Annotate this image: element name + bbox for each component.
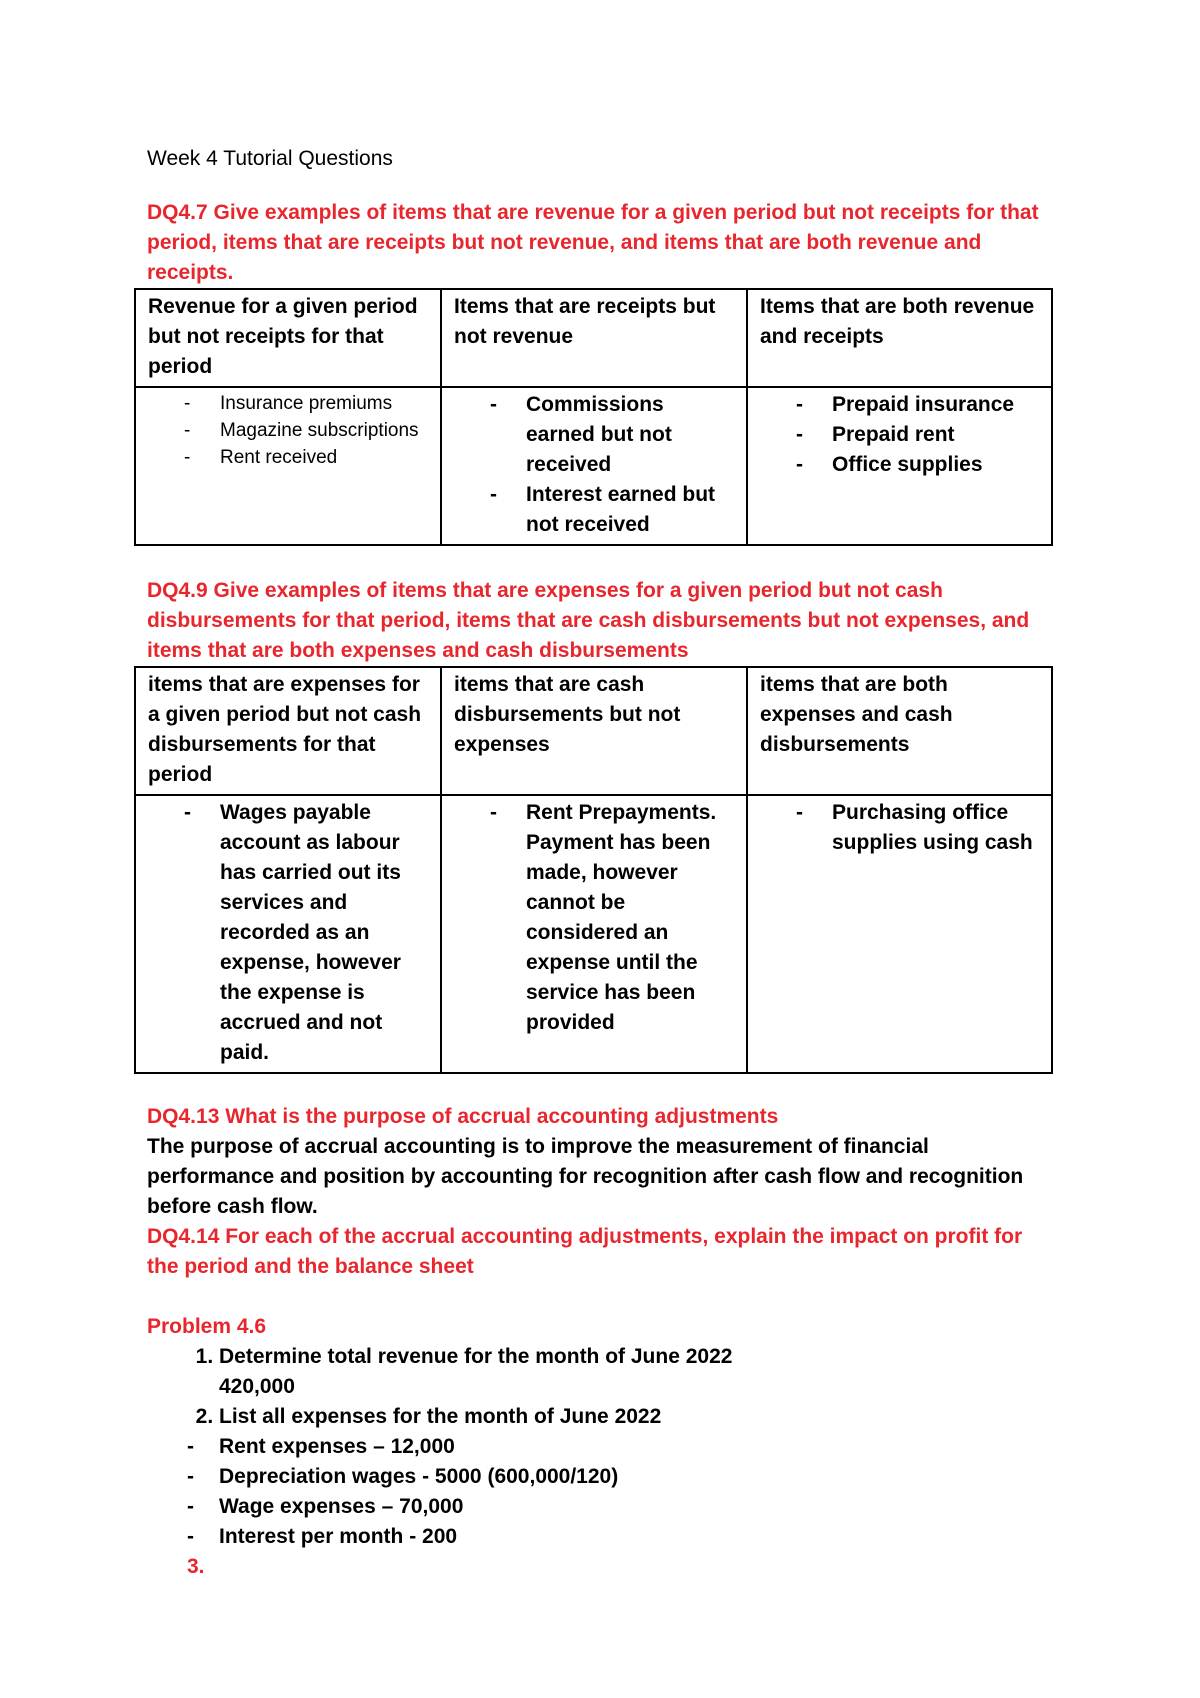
dq49-cell bbox=[441, 795, 747, 1073]
dq414-question: DQ4.14 For each of the accrual accounting adjustments, explain the impact on profit for the period and the balance sheet bbox=[147, 1225, 1023, 1278]
dq47-list bbox=[148, 390, 430, 471]
document-title: Week 4 Tutorial Questions bbox=[147, 147, 393, 170]
list-item: - Interest earned but not received bbox=[490, 480, 736, 540]
dq413-answer: The purpose of accrual accounting is to improve the measurement of financial performance and position by accounting for recognition after cash flow and recognition before cash flow. bbox=[147, 1135, 1024, 1218]
problem-item-text: List all expenses for the month of June 2022 bbox=[219, 1405, 662, 1428]
list-item: - Interest per month - 200 bbox=[187, 1522, 1057, 1552]
dq47-question: DQ4.7 Give examples of items that are revenue for a given period but not receipts for that period, items that are receipts but not revenue, and items that are both revenue and receipts. bbox=[147, 201, 1039, 284]
expense-list bbox=[147, 1432, 1057, 1552]
document-content bbox=[147, 144, 1057, 1582]
problem-heading: Problem 4.6 bbox=[147, 1315, 267, 1338]
problem-list bbox=[147, 1342, 1057, 1432]
dq49-header-cell: items that are both expenses and cash disbursements bbox=[747, 667, 1052, 795]
dq49-table bbox=[134, 666, 1053, 1074]
list-item: - Office supplies bbox=[796, 450, 1041, 480]
list-item: - Insurance premiums bbox=[184, 390, 430, 417]
dq49-list bbox=[454, 798, 736, 1038]
problem-item bbox=[219, 1342, 1057, 1402]
list-item: - Prepaid insurance bbox=[796, 390, 1041, 420]
dq47-header-cell: Items that are receipts but not revenue bbox=[441, 289, 747, 387]
dq47-list bbox=[760, 390, 1041, 480]
list-item: - Rent Prepayments. Payment has been made, however cannot be considered an expense until the service has been provided bbox=[490, 798, 736, 1038]
list-item: - Prepaid rent bbox=[796, 420, 1041, 450]
dq47-table bbox=[134, 288, 1053, 546]
dq47-header-cell: Revenue for a given period but not receipts for that period bbox=[135, 289, 441, 387]
dq47-cell bbox=[135, 387, 441, 545]
dq49-header-cell: items that are expenses for a given period but not cash disbursements for that period bbox=[135, 667, 441, 795]
dq47-list bbox=[454, 390, 736, 540]
list-item: - Rent expenses – 12,000 bbox=[187, 1432, 1057, 1462]
dq49-list bbox=[760, 798, 1041, 858]
list-item: - Magazine subscriptions bbox=[184, 417, 430, 444]
list-item: - Commissions earned but not received bbox=[490, 390, 736, 480]
dq47-cell bbox=[747, 387, 1052, 545]
problem-item-value: 420,000 bbox=[219, 1375, 295, 1398]
dq47-body-row bbox=[135, 387, 1052, 545]
dq49-header-row bbox=[135, 667, 1052, 795]
dq47-header-row bbox=[135, 289, 1052, 387]
list-item: - Wage expenses – 70,000 bbox=[187, 1492, 1057, 1522]
dq47-cell bbox=[441, 387, 747, 545]
list-item: - Purchasing office supplies using cash bbox=[796, 798, 1041, 858]
list-item: - Rent received bbox=[184, 444, 430, 471]
dq49-cell bbox=[747, 795, 1052, 1073]
dq47-header-cell: Items that are both revenue and receipts bbox=[747, 289, 1052, 387]
dq49-question: DQ4.9 Give examples of items that are expenses for a given period but not cash disbursements for that period, items that are cash disbursements but not expenses, and items that are both expenses and cash disbursements bbox=[147, 579, 1030, 662]
dq49-body-row bbox=[135, 795, 1052, 1073]
list-item: - Depreciation wages - 5000 (600,000/120) bbox=[187, 1462, 1057, 1492]
dq49-header-cell: items that are cash disbursements but not expenses bbox=[441, 667, 747, 795]
dq49-cell bbox=[135, 795, 441, 1073]
problem-item-3-marker: 3. bbox=[187, 1555, 205, 1578]
problem-item-text: Determine total revenue for the month of June 2022 bbox=[219, 1345, 733, 1368]
dq49-list bbox=[148, 798, 430, 1068]
list-item: - Wages payable account as labour has carried out its services and recorded as an expense, however the expense is accrued and not paid. bbox=[184, 798, 430, 1068]
problem-item bbox=[219, 1402, 1057, 1432]
dq413-question: DQ4.13 What is the purpose of accrual accounting adjustments bbox=[147, 1105, 779, 1128]
